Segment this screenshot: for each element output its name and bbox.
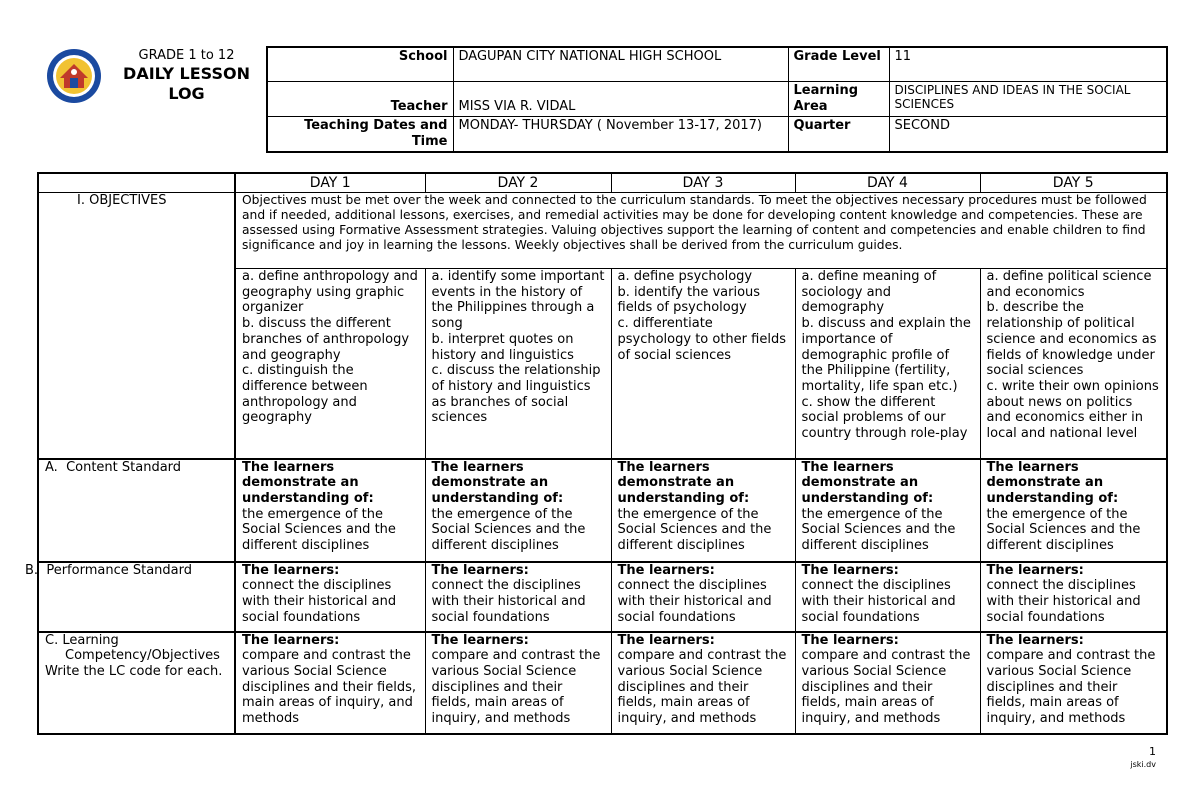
header-title-block: [104, 48, 269, 104]
learning-competency-text: compare and contrast the various Social Science disciplines and their fields, main areas of inquiry, and methods: [801, 648, 971, 727]
lesson-log-table: [25, 172, 1168, 735]
content-standard-cell: [980, 459, 1167, 562]
content-standard-text: the emergence of the Social Sciences and the different disciplines: [242, 506, 396, 554]
performance-standard-cell: [425, 562, 611, 632]
performance-standard-text: connect the disciplines with their historical and social foundations: [801, 578, 956, 625]
learning-area-value: DISCIPLINES AND IDEAS IN THE SOCIAL SCIENCES: [889, 81, 1167, 116]
learning-competency-cell: [795, 632, 980, 734]
learning-competency-text: compare and contrast the various Social Science disciplines and their fields, main areas of inquiry, and methods: [986, 648, 1156, 727]
dates-value: MONDAY- THURSDAY ( November 13-17, 2017): [453, 116, 788, 152]
performance-standard-title: Performance Standard: [46, 562, 192, 578]
day-header: DAY 4: [795, 173, 980, 193]
content-standard-cell: [235, 459, 425, 562]
performance-standard-text: connect the disciplines with their historical and social foundations: [242, 578, 397, 625]
grade-range: GRADE 1 to 12: [138, 48, 235, 63]
footer-initials: jski.dv: [1130, 760, 1156, 769]
content-standard-lead: The learners demonstrate an understanding of:: [431, 459, 564, 506]
page-number: 1: [1149, 745, 1156, 758]
school-value: DAGUPAN CITY NATIONAL HIGH SCHOOL: [453, 47, 788, 81]
content-standard-text: the emergence of the Social Sciences and the different disciplines: [801, 506, 956, 554]
learning-competency-text: compare and contrast the various Social Science disciplines and their fields, main areas of inquiry, and methods: [242, 648, 416, 727]
performance-standard-cell: [795, 562, 980, 632]
performance-standard-lead: The learners:: [986, 562, 1084, 578]
learning-competency-cell: [425, 632, 611, 734]
content-standard-cell: [611, 459, 795, 562]
day-objective: a. define anthropology and geography using graphic organizer b. discuss the different branches of anthropology and geography c. distinguish the difference between anthropology and geography: [235, 269, 425, 459]
grade-level-label: Grade Level: [788, 47, 889, 81]
learning-competency-lead: The learners:: [986, 632, 1084, 648]
corner-cell: [38, 173, 235, 193]
learning-competency-lead: The learners:: [801, 632, 899, 648]
performance-standard-cell: [235, 562, 425, 632]
performance-standard-lead: The learners:: [801, 562, 899, 578]
content-standard-text: the emergence of the Social Sciences and the different disciplines: [431, 506, 586, 554]
day-objective: a. identify some important events in the history of the Philippines through a song b. interpret quotes on history and linguistics c. discuss the relationship of history and linguistics as branches of social sciences: [425, 269, 611, 459]
day-objective: a. define political science and economics b. describe the relationship of political science and economics as fields of knowledge under social sciences c. write their own opinions about news on politics and economics either in local and national level: [980, 269, 1167, 459]
learning-competency-title: Learning Competency/Objectives: [62, 632, 220, 664]
performance-standard-cell: [611, 562, 795, 632]
quarter-label: Quarter: [788, 116, 889, 152]
teacher-value: MISS VIA R. VIDAL: [453, 81, 788, 116]
learning-area-label: Learning Area: [788, 81, 889, 116]
performance-standard-lead: The learners:: [431, 562, 529, 578]
content-standard-cell: [795, 459, 980, 562]
day-header: DAY 1: [235, 173, 425, 193]
content-standard-text: the emergence of the Social Sciences and the different disciplines: [986, 506, 1141, 554]
dates-label: Teaching Dates and Time: [267, 116, 453, 152]
title-line-1: DAILY LESSON: [123, 64, 250, 83]
performance-standard-text: connect the disciplines with their historical and social foundations: [617, 578, 772, 625]
learning-competency-text: compare and contrast the various Social Science disciplines and their fields, main areas of inquiry, and methods: [431, 648, 601, 727]
title-line-2: LOG: [168, 84, 205, 103]
content-standard-lead: The learners demonstrate an understanding of:: [801, 459, 934, 506]
learning-competency-lead: The learners:: [617, 632, 715, 648]
performance-standard-cell: [980, 562, 1167, 632]
performance-standard-label: [25, 562, 235, 632]
performance-standard-text: connect the disciplines with their historical and social foundations: [986, 578, 1141, 625]
deped-seal-logo: [46, 48, 102, 104]
quarter-value: SECOND: [889, 116, 1167, 152]
header-info-table: [266, 46, 1168, 153]
learning-competency-cell: [235, 632, 425, 734]
content-standard-cell: [425, 459, 611, 562]
day-header: DAY 2: [425, 173, 611, 193]
content-standard-lead: The learners demonstrate an understanding of:: [986, 459, 1119, 506]
learning-competency-cell: [611, 632, 795, 734]
learning-competency-lead: The learners:: [431, 632, 529, 648]
performance-standard-text: connect the disciplines with their historical and social foundations: [431, 578, 586, 625]
learning-competency-text: compare and contrast the various Social Science disciplines and their fields, main areas of inquiry, and methods: [617, 648, 787, 727]
day-objective: a. define psychology b. identify the various fields of psychology c. differentiate psychology to other fields of social sciences: [611, 269, 795, 459]
grade-level-value: 11: [889, 47, 1167, 81]
objectives-intro: Objectives must be met over the week and connected to the curriculum standards. To meet the objectives necessary procedures must be followed and if needed, additional lessons, exercises, and remedial activities may be done for developing content knowledge and competencies. These are assessed using Formative Assessment strategies. Valuing objectives support the learning of content and competencies and enable children to find significance and joy in learning the lessons. Weekly objectives shall be derived from the curriculum guides.: [235, 193, 1167, 269]
learning-competency-cell: [980, 632, 1167, 734]
learning-competency-sublabel: Write the LC code for each.: [45, 663, 223, 679]
content-standard-text: the emergence of the Social Sciences and the different disciplines: [617, 506, 772, 554]
teacher-label: Teacher: [267, 81, 453, 116]
page-footer: [1130, 745, 1156, 771]
content-standard-lead: The learners demonstrate an understanding of:: [242, 459, 374, 506]
performance-standard-letter: B.: [25, 562, 39, 578]
content-standard-title: Content Standard: [66, 459, 182, 475]
performance-standard-lead: The learners:: [242, 562, 340, 578]
day-objective: a. define meaning of sociology and demography b. discuss and explain the importance of demographic profile of the Philippine (fertility, mortality, life span etc.) c. show the different social problems of our country through role-play: [795, 269, 980, 459]
learning-competency-lead: The learners:: [242, 632, 340, 648]
learning-competency-letter: C.: [45, 632, 59, 648]
content-standard-lead: The learners demonstrate an understanding of:: [617, 459, 750, 506]
day-header: DAY 3: [611, 173, 795, 193]
learning-competency-label: [38, 632, 235, 734]
content-standard-label: [38, 459, 235, 562]
day-header: DAY 5: [980, 173, 1167, 193]
school-label: School: [267, 47, 453, 81]
objectives-label: I. OBJECTIVES: [38, 193, 235, 459]
content-standard-letter: A.: [45, 459, 58, 475]
performance-standard-lead: The learners:: [617, 562, 715, 578]
